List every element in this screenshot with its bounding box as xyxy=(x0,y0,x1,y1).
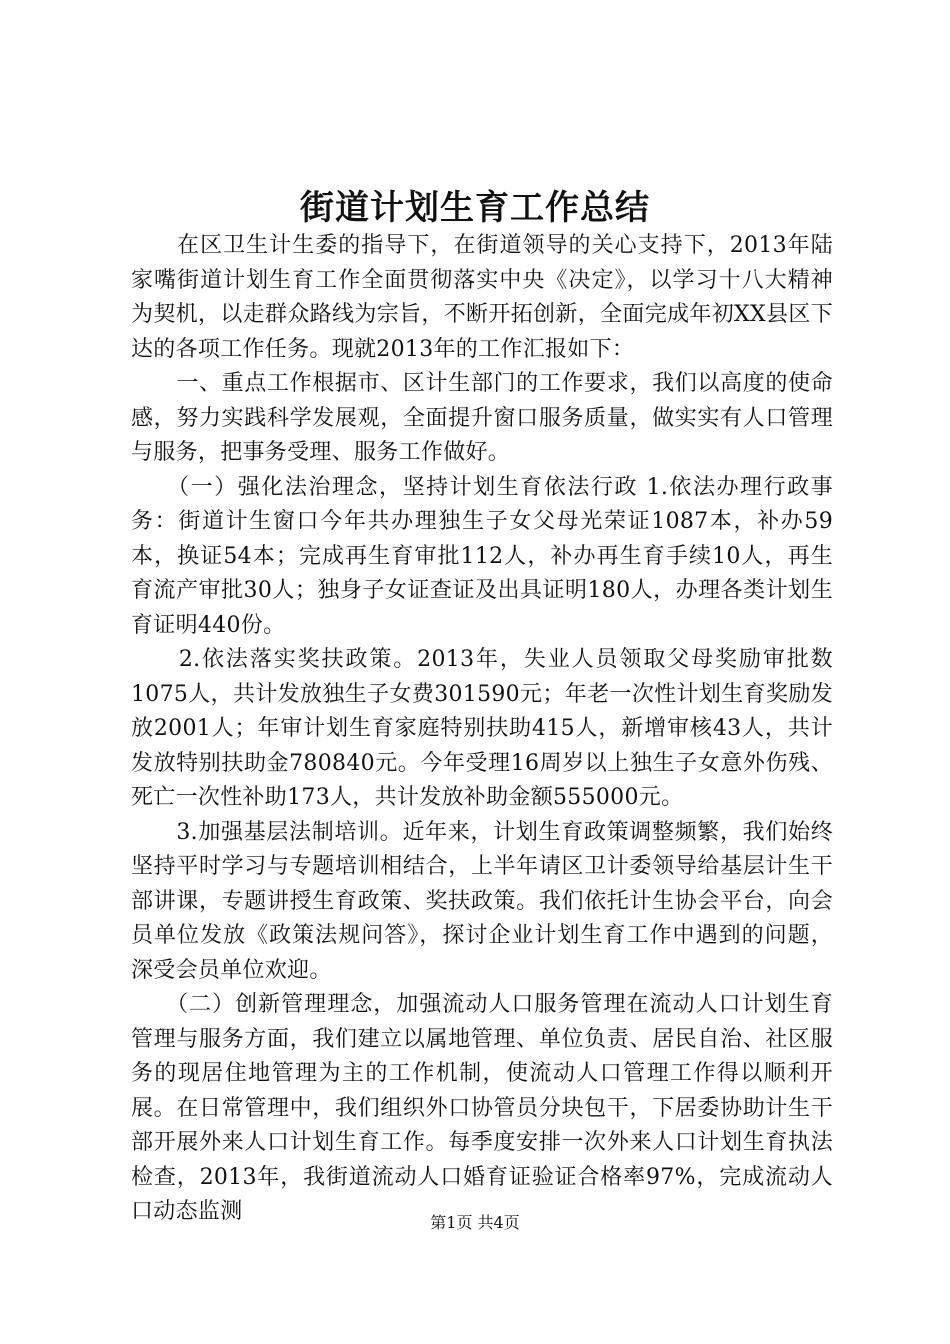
document-body xyxy=(131,229,833,1230)
paragraph-subsection-1: （一）强化法治理念，坚持计划生育依法行政 1.依法办理行政事务：街道计生窗口今年共办理独生子女父母光荣证1087本，补办59本，换证54本；完成再生育审批112人，补办再生育手续10人，再生育流产审批30人；独身子女证查证及出具证明180人，办理各类计划生育证明440份。 xyxy=(131,474,833,638)
page-footer: 第1页 共4页 xyxy=(430,1213,520,1232)
paragraph-item-2: 2.依法落实奖扶政策。2013年，失业人员领取父母奖励审批数1075人，共计发放独生子女费301590元；年老一次性计划生育奖励发放2001人；年审计划生育家庭特别扶助415人，新增审核43人，共计发放特别扶助金780840元。今年受理16周岁以上独生子女意外伤残、死亡一次性补助173人，共计发放补助金额555000元。 xyxy=(131,647,833,810)
page-title: 街道计划生育工作总结 xyxy=(300,188,650,228)
paragraph-item-3: 3.加强基层法制培训。近年来，计划生育政策调整频繁，我们始终坚持平时学习与专题培训相结合，上半年请区卫计委领导给基层计生干部讲课，专题讲授生育政策、奖扶政策。我们依托计生协会平台，向会员单位发放《政策法规问答》，探讨企业计划生育工作中遇到的问题，深受会员单位欢迎。 xyxy=(131,819,833,983)
paragraph-subsection-2: （二）创新管理理念，加强流动人口服务管理在流动人口计划生育管理与服务方面，我们建立以属地管理、单位负责、居民自治、社区服务的现居住地管理为主的工作机制，使流动人口管理工作得以顺利开展。在日常管理中，我们组织外口协管员分块包干，下居委协助计生干部开展外来人口计划生育工作。每季度安排一次外来人口计划生育执法检查，2013年，我街道流动人口婚育证验证合格率97%，完成流动人口动态监测 xyxy=(131,992,833,1224)
paragraph-section-1: 一、重点工作根据市、区计生部门的工作要求，我们以高度的使命感，努力实践科学发展观，全面提升窗口服务质量，做实实有人口管理与服务，把事务受理、服务工作做好。 xyxy=(131,371,833,465)
paragraph-intro: 在区卫生计生委的指导下，在街道领导的关心支持下，2013年陆家嘴街道计划生育工作全面贯彻落实中央《决定》，以学习十八大精神为契机，以走群众路线为宗旨，不断开拓创新，全面完成年初XX县区下达的各项工作任务。现就2013年的工作汇报如下： xyxy=(131,233,833,362)
